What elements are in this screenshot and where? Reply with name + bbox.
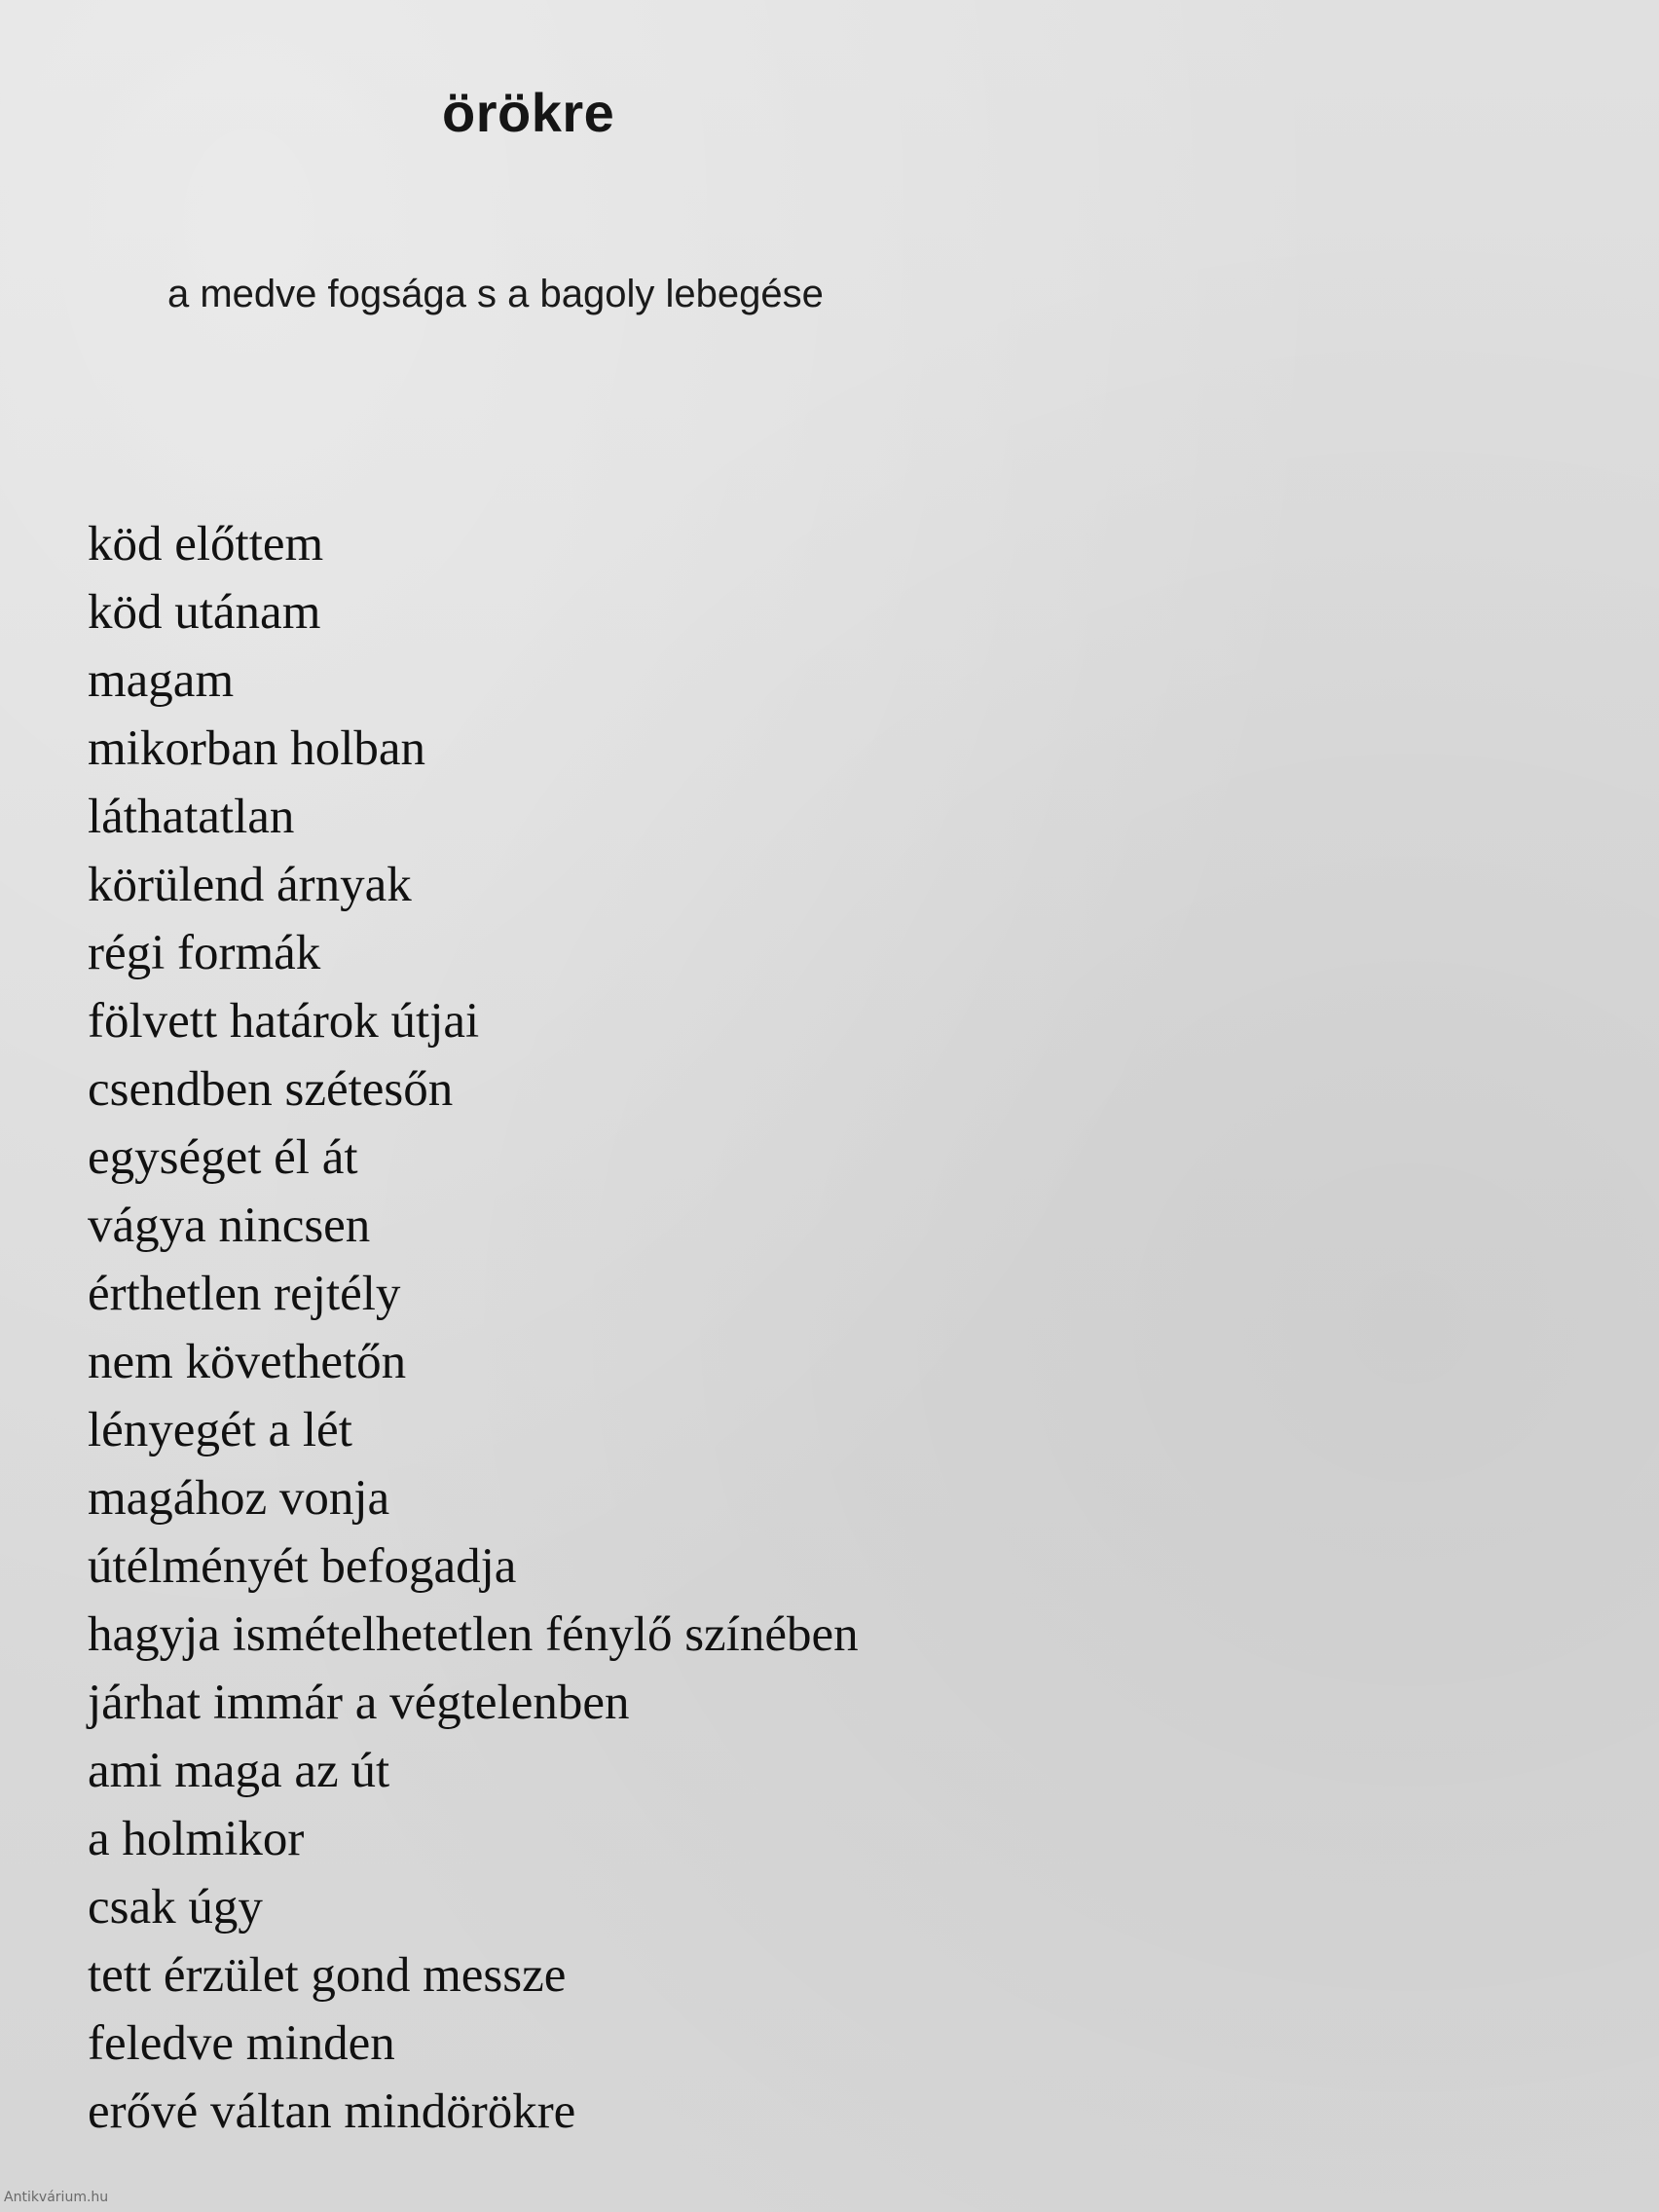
- poem-line: régi formák: [88, 926, 321, 980]
- poem-line: érthetlen rejtély: [88, 1267, 401, 1321]
- poem-line: magam: [88, 653, 235, 708]
- poem-body: [88, 510, 859, 2146]
- poem-line: láthatatlan: [88, 790, 295, 844]
- poem-line: körülend árnyak: [88, 858, 412, 912]
- poem-line: lényegét a lét: [88, 1403, 352, 1457]
- poem-line: egységet él át: [88, 1130, 358, 1185]
- poem-line: vágya nincsen: [88, 1198, 371, 1253]
- poem-line: tett érzület gond messze: [88, 1948, 567, 2003]
- poem-line: útélményét befogadja: [88, 1539, 517, 1594]
- poem-line: erővé váltan mindörökre: [88, 2084, 576, 2139]
- poem-line: ami maga az út: [88, 1744, 390, 1798]
- poem-line: csak úgy: [88, 1880, 263, 1935]
- poem-line: mikorban holban: [88, 721, 426, 776]
- poem-subtitle: a medve fogsága s a bagoly lebegése: [167, 273, 824, 315]
- source-watermark: Antikvárium.hu: [4, 2190, 109, 2205]
- poem-line: fölvett határok útjai: [88, 994, 480, 1049]
- poem-line: hagyja ismételhetetlen fénylő színében: [88, 1607, 859, 1662]
- poem-line: feledve minden: [88, 2016, 395, 2071]
- poem-line: járhat immár a végtelenben: [88, 1676, 630, 1730]
- poem-line: köd utánam: [88, 585, 321, 640]
- poem-line: csendben szétesőn: [88, 1062, 454, 1117]
- poem-line: a holmikor: [88, 1812, 305, 1866]
- poem-title: örökre: [442, 82, 615, 143]
- poem-line: köd előttem: [88, 517, 324, 571]
- poem-line: magához vonja: [88, 1471, 390, 1526]
- poem-line: nem követhetőn: [88, 1335, 407, 1389]
